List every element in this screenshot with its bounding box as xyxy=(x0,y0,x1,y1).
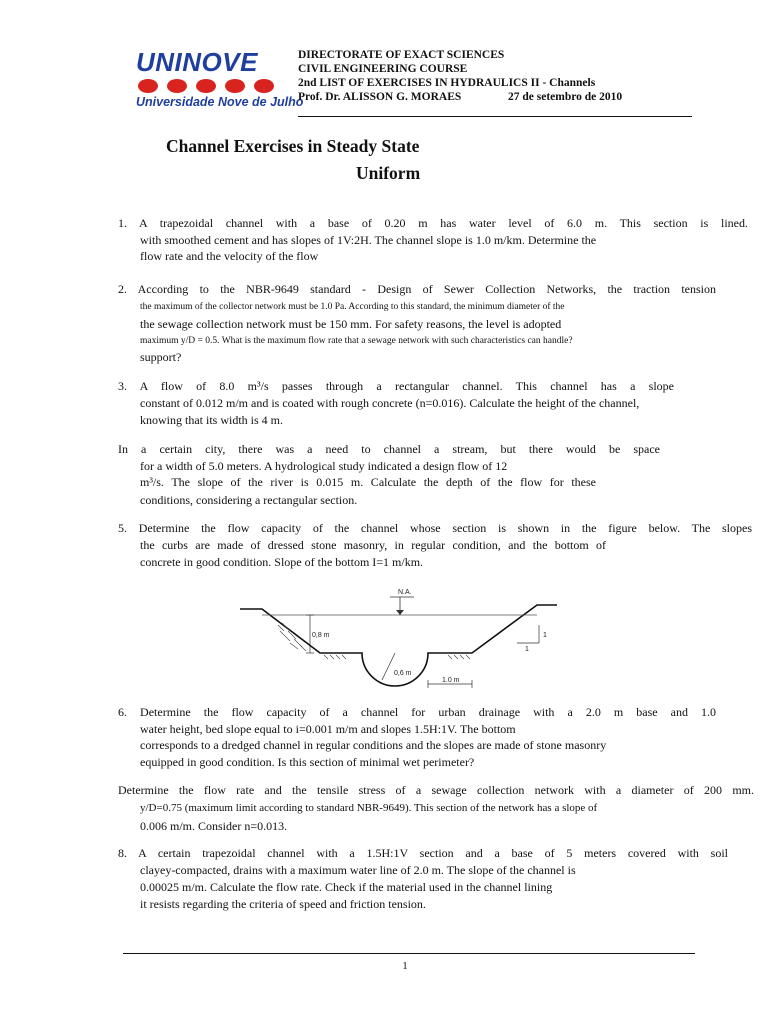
logo-subtitle: Universidade Nove de Julho xyxy=(136,95,304,109)
exercise-line: concrete in good condition. Slope of the bottom I=1 m/km. xyxy=(140,555,424,569)
header-date: 27 de setembro de 2010 xyxy=(508,91,623,103)
exercise-line: 3. A flow of 8.0 m³/s passes through a rectangular channel. This channel has a slope xyxy=(118,379,674,393)
uninove-logo xyxy=(136,47,304,112)
depth-label: 0,8 m xyxy=(312,632,330,639)
logo-dot xyxy=(196,79,216,93)
exercise-line: 2. According to the NBR-9649 standard - Design of Sewer Collection Networks, the traction tension xyxy=(118,282,716,296)
logo-name: UNINOVE xyxy=(136,47,258,77)
exercise-line: support? xyxy=(140,350,182,364)
exercise-line: 5. Determine the flow capacity of the channel whose section is shown in the figure below. The slopes xyxy=(118,521,752,535)
slope-horizontal-label: 1 xyxy=(525,646,529,653)
exercise-line: constant of 0.012 m/m and is coated with rough concrete (n=0.016). Calculate the height of the channel, xyxy=(140,396,640,410)
exercise-line: flow rate and the velocity of the flow xyxy=(140,249,319,263)
exercise-line: clayey-compacted, drains with a maximum water line of 2.0 m. The slope of the channel is xyxy=(140,863,576,877)
page-title-second-line: Uniform xyxy=(356,163,421,183)
header-course: CIVIL ENGINEERING COURSE xyxy=(298,63,468,75)
header-professor: Prof. Dr. ALISSON G. MORAES xyxy=(298,91,462,103)
exercise-line: 6. Determine the flow capacity of a channel for urban drainage with a 2.0 m base and 1.0 xyxy=(118,705,716,719)
masonry-hatching-bottom xyxy=(324,655,470,659)
exercise-line: 0.006 m/m. Consider n=0.013. xyxy=(140,819,288,833)
masonry-hatching-left xyxy=(278,623,306,651)
exercise-line: the sewage collection network must be 150 mm. For safety reasons, the level is adopted xyxy=(140,317,562,331)
slope-vertical-label: 1 xyxy=(543,632,547,639)
logo-dots xyxy=(138,79,274,93)
page-number: 1 xyxy=(402,960,408,972)
exercise-line: m³/s. The slope of the river is 0.015 m. Calculate the depth of the flow for these xyxy=(140,475,596,489)
water-level-label: N.A. xyxy=(398,589,412,596)
exercise-line: conditions, considering a rectangular section. xyxy=(140,493,358,507)
header-divider xyxy=(298,116,692,117)
logo-dot xyxy=(225,79,245,93)
exercise-line: 0.00025 m/m. Calculate the flow rate. Check if the material used in the channel lining xyxy=(140,880,553,894)
logo-dot xyxy=(138,79,158,93)
channel-cross-section-figure xyxy=(232,585,562,695)
exercise-line: maximum y/D = 0.5. What is the maximum flow rate that a sewage network with such characteristics can handle? xyxy=(140,336,573,346)
document-header xyxy=(298,48,623,104)
exercise-line: water height, bed slope equal to i=0.001 m/m and slopes 1.5H:1V. The bottom xyxy=(140,722,516,736)
exercise-line: it resists regarding the criteria of speed and friction tension. xyxy=(140,897,426,911)
radius-label: 0,6 m xyxy=(394,670,412,677)
exercise-line: 8. A certain trapezoidal channel with a 1.5H:1V section and a base of 5 meters covered with soil xyxy=(118,846,728,860)
logo-dot xyxy=(254,79,274,93)
logo-dot xyxy=(167,79,187,93)
exercise-line: knowing that its width is 4 m. xyxy=(140,413,284,427)
header-list-title: 2nd LIST OF EXERCISES IN HYDRAULICS II - Channels xyxy=(298,77,596,89)
exercise-line: equipped in good condition. Is this section of minimal wet perimeter? xyxy=(140,755,475,769)
exercise-line: corresponds to a dredged channel in regular conditions and the slopes are made of stone masonry xyxy=(140,738,607,752)
footer-divider xyxy=(123,953,695,954)
exercise-line: the curbs are made of dressed stone masonry, in regular condition, and the bottom of xyxy=(140,538,606,552)
exercise-line: In a certain city, there was a need to channel a stream, but there would be space xyxy=(118,442,660,456)
header-directorate: DIRECTORATE OF EXACT SCIENCES xyxy=(298,49,505,61)
exercise-line: for a width of 5.0 meters. A hydrological study indicated a design flow of 12 xyxy=(140,459,508,473)
exercise-line: the maximum of the collector network must be 1.0 Pa. According to this standard, the minimum diameter of the xyxy=(140,302,565,312)
page-title: Channel Exercises in Steady State xyxy=(166,136,420,156)
exercise-line: Determine the flow rate and the tensile stress of a sewage collection network with a diameter of 200 mm. xyxy=(118,783,754,797)
width-label: 1.0 m xyxy=(442,677,460,684)
water-level-arrow xyxy=(396,610,404,615)
exercise-line: 1. A trapezoidal channel with a base of 0.20 m has water level of 6.0 m. This section is lined. xyxy=(118,216,748,230)
exercise-line: with smoothed cement and has slopes of 1V:2H. The channel slope is 1.0 m/km. Determine the xyxy=(140,233,597,247)
exercise-line: y/D=0.75 (maximum limit according to standard NBR-9649). This section of the network has a slope of xyxy=(140,802,598,814)
